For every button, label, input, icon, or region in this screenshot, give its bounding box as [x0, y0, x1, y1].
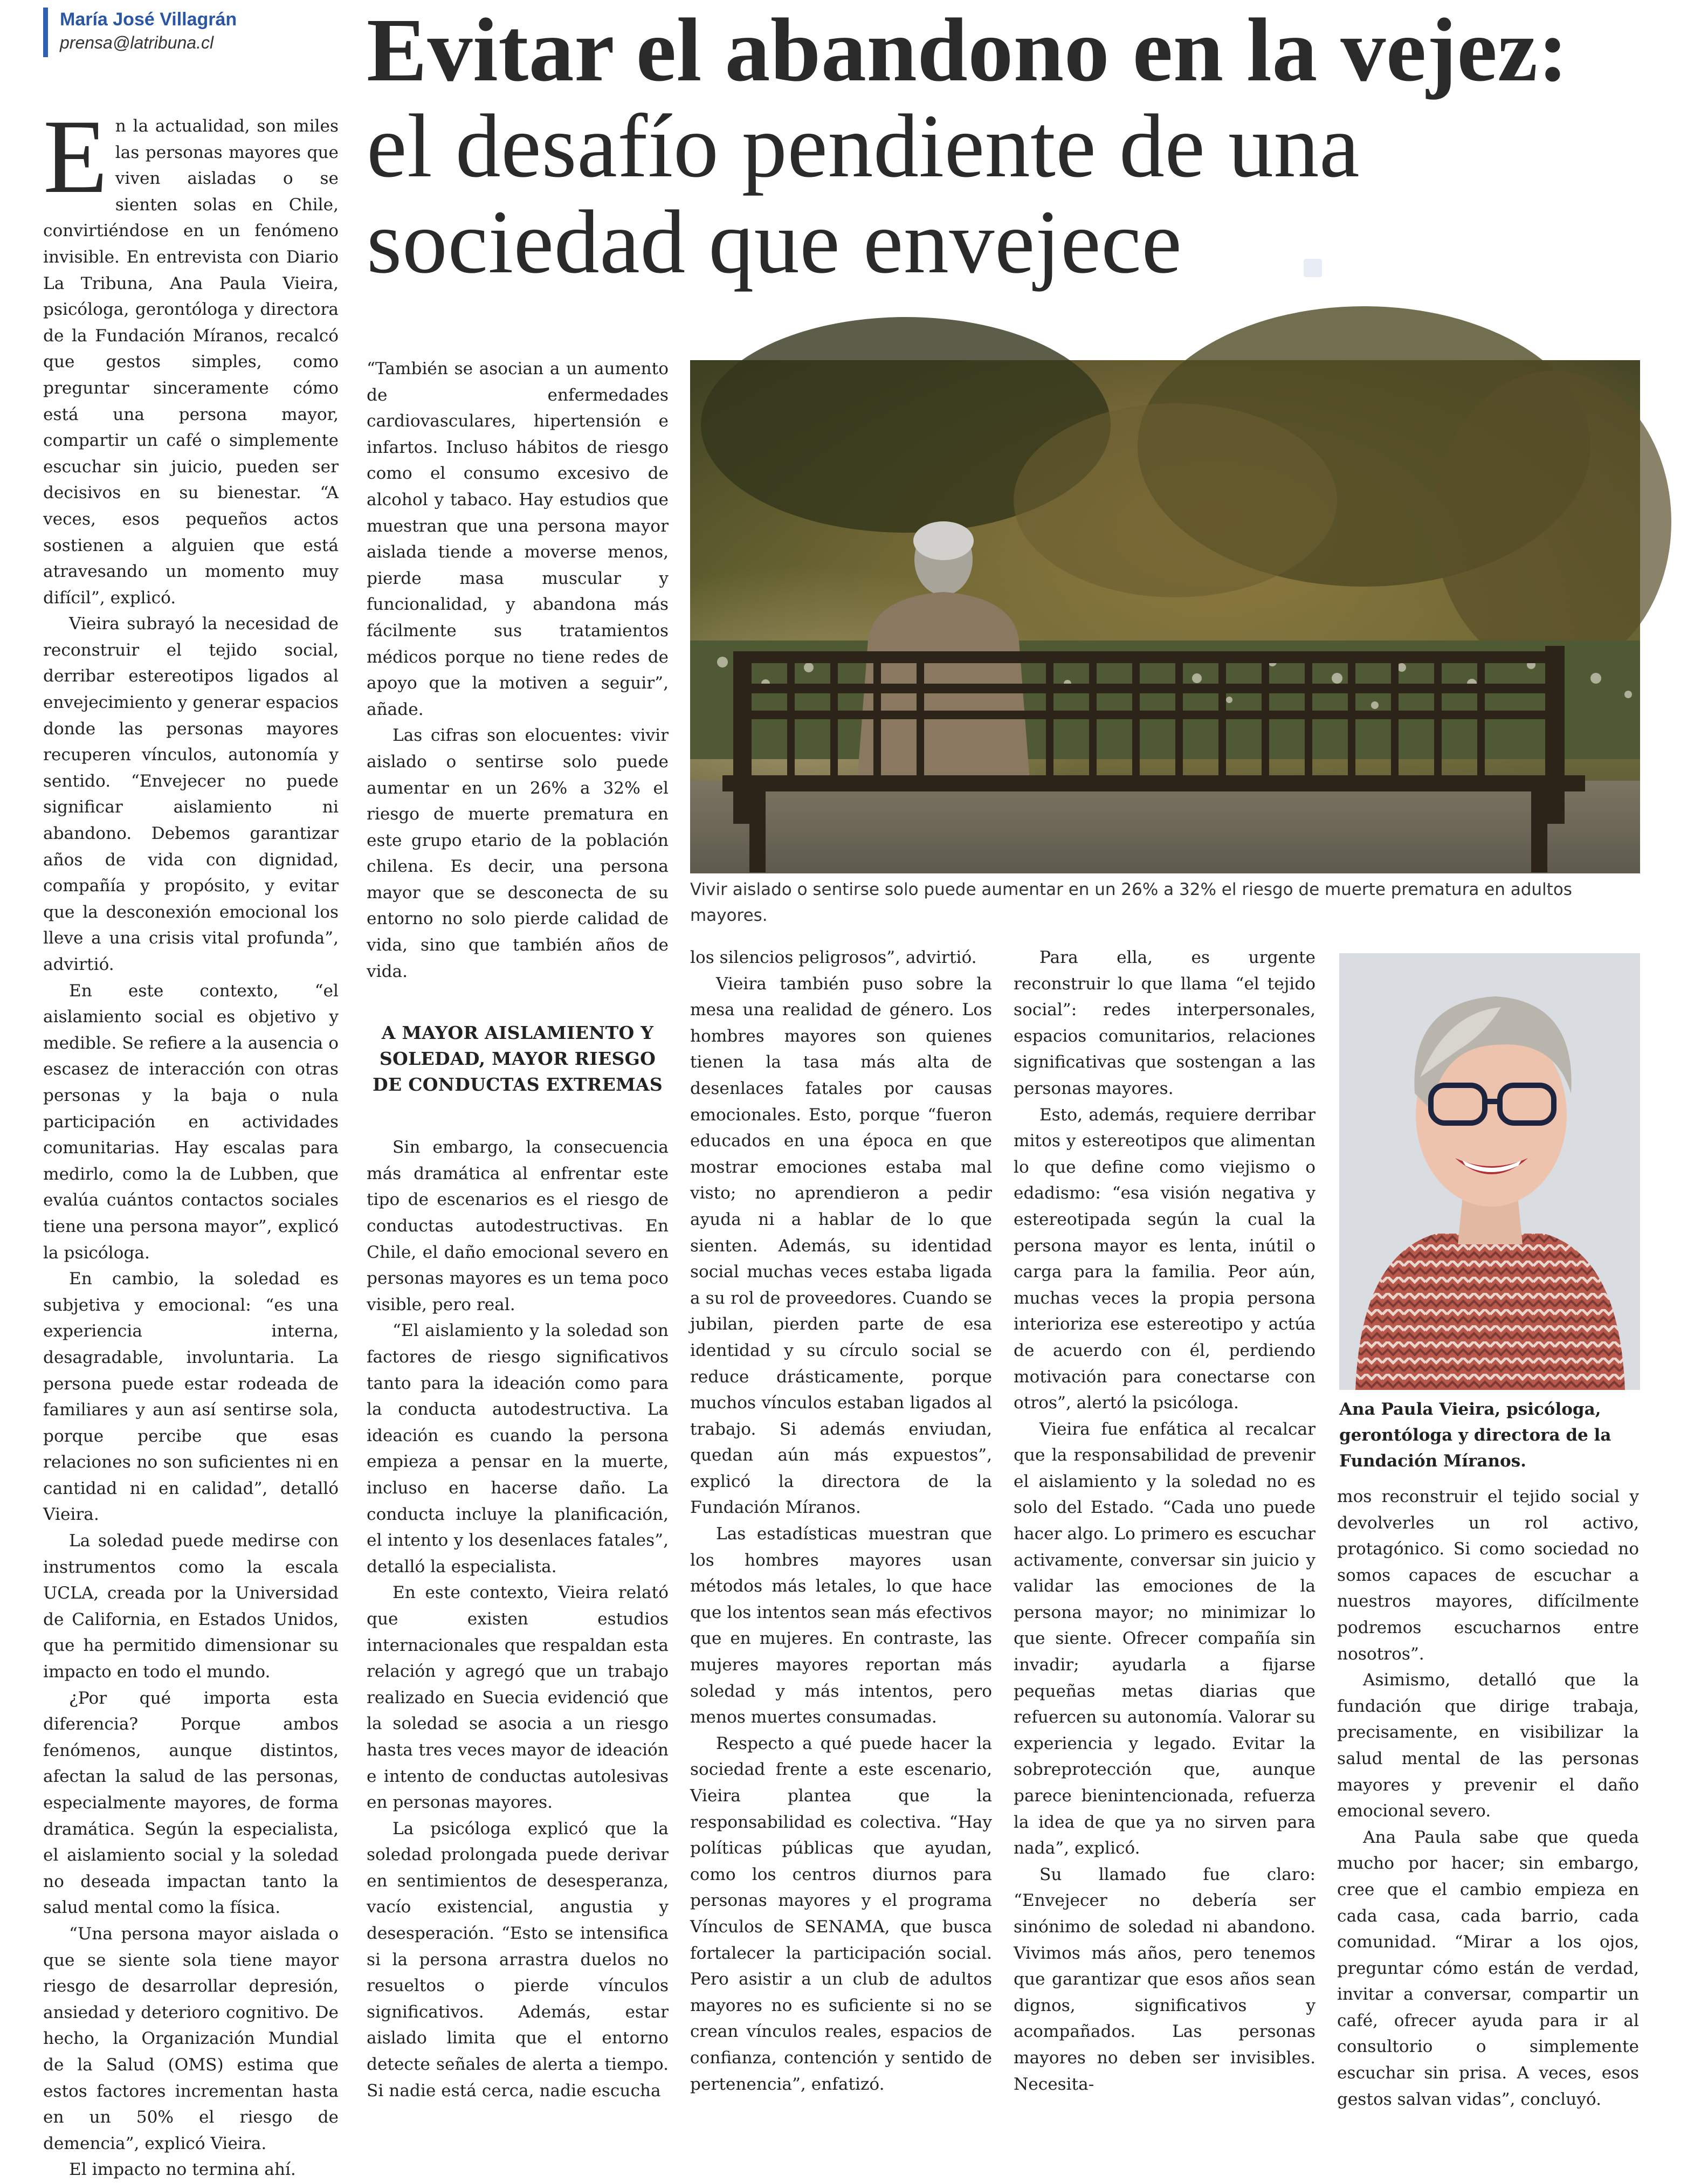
paragraph: “Una persona mayor aislada o que se siente sola tiene mayor riesgo de desarrollar depresión, ansiedad y deterioro cognitivo. De hecho, la Organización Mundial de la Salud (OMS) estima que estos factores incrementan hasta en un 50% el riesgo de demencia”, explicó Vieira.	[43, 1924, 339, 2153]
column-2	[367, 356, 669, 2104]
column-4	[1014, 945, 1316, 2097]
paragraph: Su llamado fue claro: “Envejecer no debería ser sinónimo de soledad ni abandono. Vivimos más años, pero tenemos que garantizar que esos años sean dignos, significativos y acompañados. Las personas mayores no deben ser invisibles. Necesita-	[1014, 1864, 1316, 2094]
portrait-photo-ana-paula-vieira	[1339, 953, 1640, 1390]
scan-mark-icon	[1304, 259, 1322, 277]
headline-line-1: Evitar el abandono en la vejez:	[367, 0, 1568, 100]
paragraph: En este contexto, Vieira relató que existen estudios internacionales que respaldan esta relación y agregó que un trabajo realizado en Suecia evidenció que la soledad se asocia a un riesgo hasta tres veces mayor de ideación e intento de conductas autolesivas en personas mayores.	[367, 1583, 669, 1813]
headline	[367, 2, 1682, 290]
main-photo-caption: Vivir aislado o sentirse solo puede aumentar en un 26% a 32% el riesgo de muerte prematura en adultos mayores.	[690, 880, 1572, 925]
paragraph: Para ella, es urgente reconstruir lo que llama “el tejido social”: redes interpersonales, espacios comunitarios, relaciones significativas que sostengan a las personas mayores.	[1014, 948, 1316, 1098]
headline-line-3: sociedad que envejece	[367, 192, 1182, 292]
paragraph: ¿Por qué importa esta diferencia? Porque ambos fenómenos, aunque distintos, afectan la salud de las personas, especialmente mayores, de forma dramática. Según la especialista, el aislamiento social y la soledad no deseada impactan tanto la salud mental como la física.	[43, 1688, 339, 1918]
paragraph: Respecto a qué puede hacer la sociedad frente a este escenario, Vieira plantea que la responsabilidad es colectiva. “Hay políticas públicas que ayudan, como los centros diurnos para personas mayores y el programa Vínculos de SENAMA, que busca fortalecer la participación social. Pero asistir a un club de adultos mayores no es suficiente si no se crean vínculos reales, espacios de confianza, contención y sentido de pertenencia”, enfatizó.	[690, 1733, 992, 2094]
paragraph: Vieira también puso sobre la mesa una realidad de género. Los hombres mayores son quienes tienen la tasa más alta de desenlaces fatales por causas emocionales. Esto, porque “fueron educados en una época en que mostrar emociones estaba mal visto; no aprendieron a pedir ayuda ni a hablar de lo que sienten. Además, su identidad social muchas veces estaba ligada a su rol de proveedores. Cuando se jubilan, pierden parte de esa identidad y su círculo social se reduce drásticamente, porque muchos vínculos estaban ligados al trabajo. Si además enviudan, quedan aún más expuestos”, explicó la directora de la Fundación Míranos.	[690, 974, 992, 1518]
headline-line-2: el desafío pendiente de una	[367, 96, 1360, 196]
paragraph: En cambio, la soledad es subjetiva y emocional: “es una experiencia interna, desagradable, involuntaria. La persona puede estar rodeada de familiares y aun así sentirse sola, porque percibe que esas relaciones no son suficientes ni en cantidad ni en calidad”, detalló Vieira.	[43, 1269, 339, 1525]
paragraph: los silencios peligrosos”, advirtió.	[690, 948, 977, 967]
column-3	[690, 945, 992, 2097]
paragraph: La soledad puede medirse con instrumentos como la escala UCLA, creada por la Universidad de California, en Estados Unidos, que ha permitido dimensionar su impacto en todo el mundo.	[43, 1531, 339, 1682]
paragraph: Vieira subrayó la necesidad de reconstruir el tejido social, derribar estereotipos ligados al envejecimiento y generar espacios donde las personas mayores recuperen vínculos, autonomía y sentido. “Envejecer no puede significar aislamiento ni abandono. Debemos garantizar años de vida con dignidad, compañía y propósito, y evitar que la desconexión emocional los lleve a una crisis vital profunda”, advirtió.	[43, 614, 339, 974]
paragraph: “El aislamiento y la soledad son factores de riesgo significativos tanto para la ideación como para la conducta autodestructiva. La ideación es cuando la persona empieza a pensar en la muerte, incluso en hacerse daño. La conducta incluye la planificación, el intento y los desenlaces fatales”, detalló la especialista.	[367, 1321, 669, 1576]
paragraph: Sin embargo, la consecuencia más dramática al enfrentar este tipo de escenarios es el riesgo de conductas autodestructivas. En Chile, el daño emocional severo en personas mayores es un tema poco visible, pero real.	[367, 1138, 669, 1314]
section-subhead: A MAYOR AISLAMIENTO Y SOLEDAD, MAYOR RIESGO DE CONDUCTAS EXTREMAS	[373, 1022, 663, 1096]
paragraph: Las cifras son elocuentes: vivir aislado o sentirse solo puede aumentar en un 26% a 32% el riesgo de muerte prematura en este grupo etario de la población chilena. Es decir, una persona mayor que se desconecta de su entorno no solo pierde calidad de vida, sino que también años de vida.	[367, 726, 669, 981]
paragraph: mos reconstruir el tejido social y devolverles un rol activo, protagónico. Si como sociedad no somos capaces de escuchar a nuestros mayores, difícilmente podremos escucharnos entre nosotros”.	[1337, 1487, 1639, 1664]
portrait-caption: Ana Paula Vieira, psicóloga, gerontóloga y directora de la Fundación Míranos.	[1339, 1400, 1611, 1471]
paragraph: Ana Paula sabe que queda mucho por hacer; sin embargo, cree que el cambio empieza en cada casa, cada barrio, cada comunidad. “Mirar a los ojos, preguntar cómo están de verdad, invitar a conversar, compartir un café, ofrecer ayuda para ir al consultorio o simplemente escuchar sin prisa. A veces, esos gestos salvan vidas”, concluyó.	[1337, 1827, 1639, 2109]
author-email[interactable]: prensa@latribuna.cl	[60, 33, 214, 52]
paragraph: El impacto no termina ahí.	[69, 2160, 296, 2180]
paragraph: Esto, además, requiere derribar mitos y estereotipos que alimentan lo que define como viejismo o edadismo: “esa visión negativa y estereotipada según la cual la persona mayor es lenta, inútil o carga para la familia. Peor aún, muchas veces la propia persona interioriza ese estereotipo y actúa de acuerdo con él, perdiendo motivación para conectarse con otros”, alertó la psicóloga.	[1014, 1105, 1316, 1413]
paragraph: Las estadísticas muestran que los hombres mayores usan métodos más letales, lo que hace que los intentos sean más efectivos que en mujeres. En contraste, las mujeres mayores reportan más soledad y más intentos, pero menos muertes consumadas.	[690, 1524, 992, 1727]
paragraph: Vieira fue enfática al recalcar que la responsabilidad de prevenir el aislamiento y la soledad no es solo del Estado. “Cada uno puede hacer algo. Lo primero es escuchar activamente, conversar sin juicio y validar las emociones de la persona mayor; no minimizar lo que siente. Ofrecer compañía sin invadir; ayudarla a fijarse pequeñas metas diarias que refuercen su autonomía. Valorar su experiencia y legado. Evitar la sobreprotección que, aunque parece bienintencionada, refuerza la idea de que ya no sirven para nada”, explicó.	[1014, 1419, 1316, 1858]
paragraph: “También se asocian a un aumento de enfermedades cardiovasculares, hipertensión e infartos. Incluso hábitos de riesgo como el consumo excesivo de alcohol y tabaco. Hay estudios que muestran que una persona mayor aislada tiende a moverse menos, pierde masa muscular y funcionalidad, y abandona más fácilmente sus tratamientos médicos porque no tiene redes de apoyo que la motiven a seguir”, añade.	[367, 359, 669, 719]
paragraph: La psicóloga explicó que la soledad prolongada puede derivar en sentimientos de desesperanza, vacío existencial, angustia y desesperación. “Esto se intensifica si la persona arrastra duelos no resueltos o pierde vínculos significativos. Además, estar aislado limita que el entorno detecte señales de alerta a tiempo. Si nadie está cerca, nadie escucha	[367, 1819, 669, 2101]
column-5	[1337, 1484, 1639, 2112]
column-1	[43, 98, 339, 2183]
author-name: María José Villagrán	[60, 9, 237, 30]
main-photo-elderly-man-on-bench	[690, 360, 1640, 873]
byline	[43, 8, 345, 57]
paragraph: En este contexto, “el aislamiento social es objetivo y medible. Se refiere a la ausencia o escasez de interacción con otras personas y la baja o nula participación en actividades comunitarias. Hay escalas para medirlo, como la de Lubben, que evalúa cuántos contactos sociales tiene una persona mayor”, explicó la psicóloga.	[43, 981, 339, 1263]
paragraph: Asimismo, detalló que la fundación que dirige trabaja, precisamente, en visibilizar la salud mental de las personas mayores y prevenir el daño emocional severo.	[1337, 1670, 1639, 1821]
paragraph: En la actualidad, son miles las personas mayores que viven aisladas o se sienten solas en Chile, convirtiéndose en un fenómeno invisible. En entrevista con Diario La Tribuna, Ana Paula Vieira, psicóloga, gerontóloga y directora de la Fundación Míranos, recalcó que gestos simples, como preguntar sinceramente cómo está una persona mayor, compartir un café o simplemente escuchar sin juicio, pueden ser decisivos en su bienestar. “A veces, esos pequeños actos sostienen a alguien que está atravesando un momento muy difícil”, explicó.	[43, 98, 339, 608]
drop-cap: E	[43, 98, 108, 215]
